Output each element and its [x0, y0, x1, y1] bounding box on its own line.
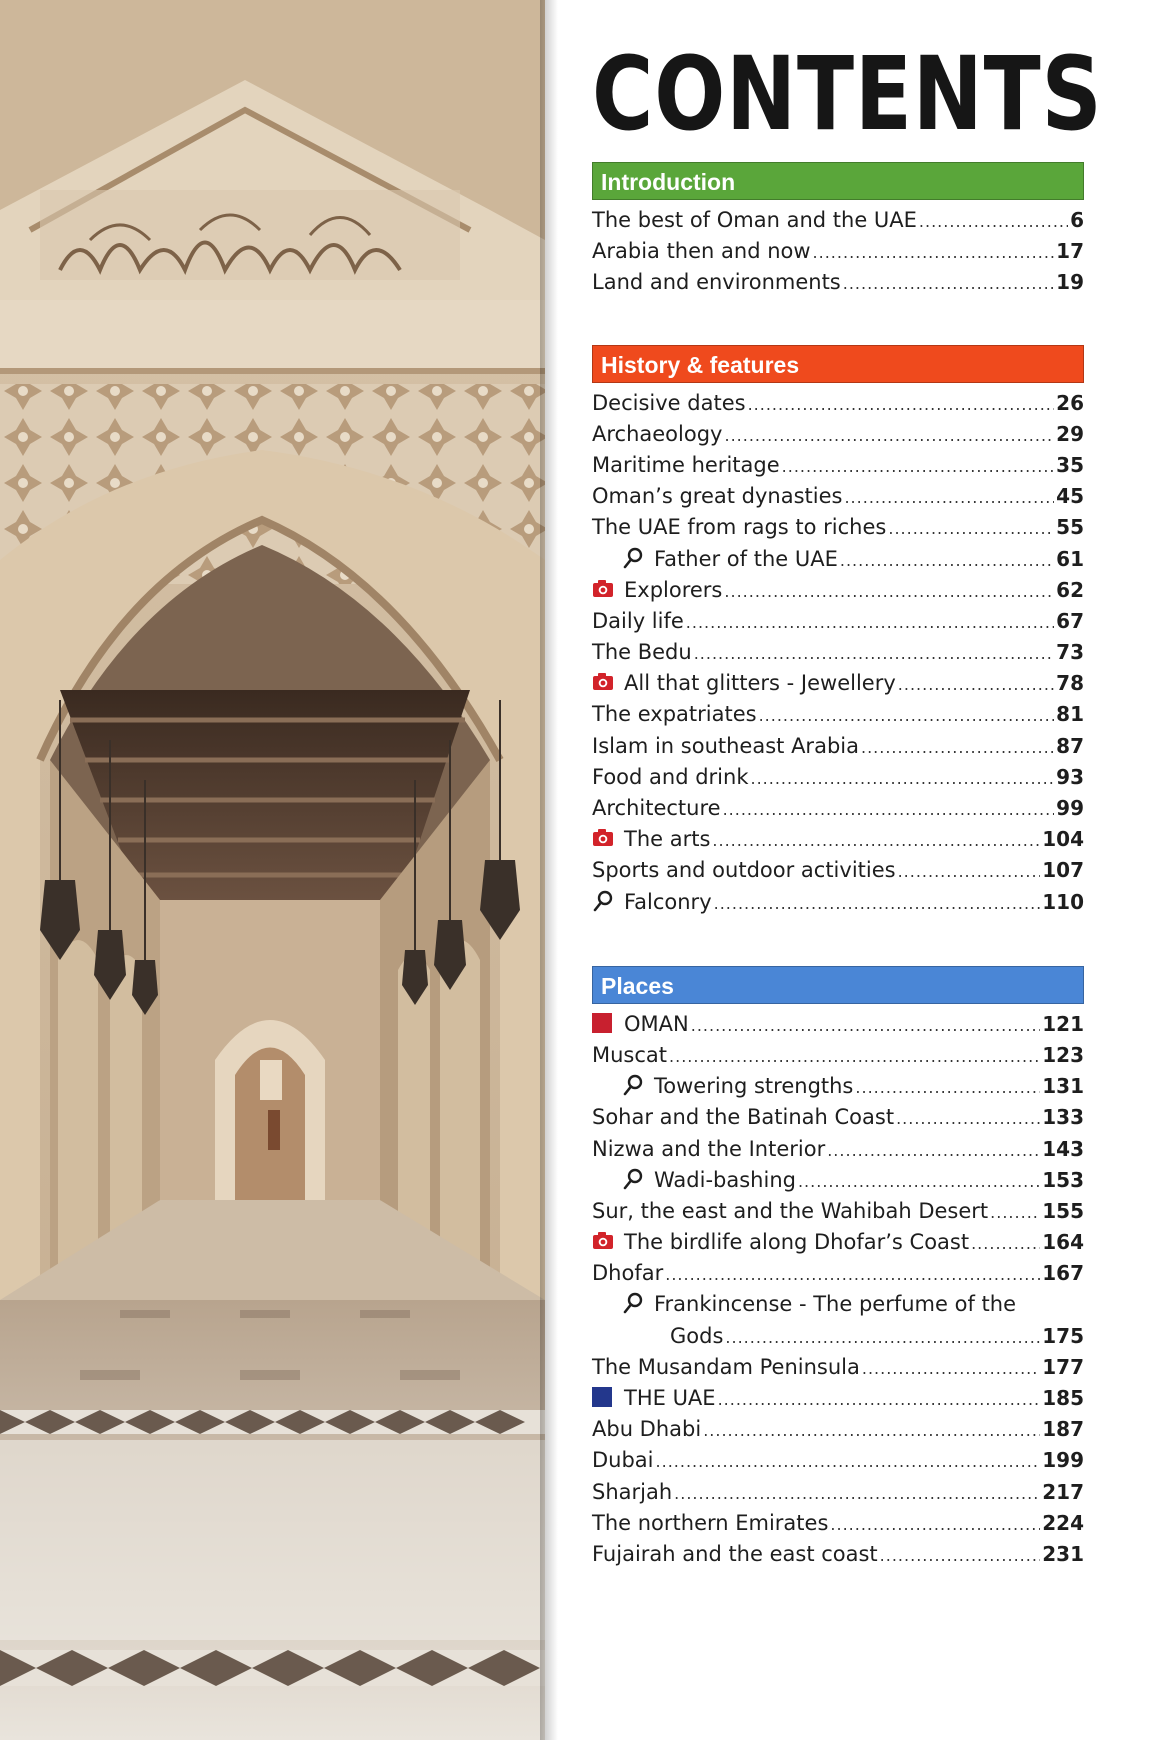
leader-dots [898, 856, 1041, 887]
toc-entry[interactable] [592, 419, 1084, 450]
toc-entry-label: Falconry [624, 889, 712, 914]
leader-dots [898, 669, 1054, 700]
toc-entry-page: 19 [1056, 270, 1084, 295]
toc-entry-page: 155 [1042, 1198, 1084, 1223]
leader-dots [674, 1478, 1040, 1509]
toc-entry-label: All that glitters - Jewellery [624, 671, 896, 696]
toc-entry[interactable] [592, 1071, 1084, 1102]
camera-icon [592, 1230, 614, 1252]
toc-entry-label: Wadi-bashing [654, 1167, 796, 1192]
toc-entry-page: 93 [1056, 764, 1084, 789]
toc-entry[interactable] [592, 855, 1084, 886]
toc-entry-page: 45 [1056, 484, 1084, 509]
leader-dots [798, 1166, 1040, 1197]
camera-icon [592, 578, 614, 600]
toc-entry-label: Oman’s great dynasties [592, 484, 843, 509]
toc-entry-page: 110 [1042, 889, 1084, 914]
leader-dots [880, 1540, 1041, 1571]
toc-entry-page: 29 [1056, 421, 1084, 446]
section-heading-introduction: Introduction [592, 162, 1084, 200]
toc-entry-label: The northern Emirates [592, 1510, 829, 1535]
toc-entry-page: 104 [1042, 827, 1084, 852]
toc-entry[interactable] [592, 1227, 1084, 1258]
toc-entry-label: Explorers [624, 577, 723, 602]
toc-entry[interactable] [592, 1102, 1084, 1133]
toc-entry[interactable] [592, 267, 1084, 298]
mosque-arcade-photo [0, 0, 545, 1740]
magnifier-icon [622, 547, 644, 569]
toc-entry[interactable] [592, 1383, 1084, 1414]
blue-square-icon [592, 1387, 612, 1407]
toc-entry[interactable] [592, 1539, 1084, 1570]
toc-entry-label: The UAE from rags to riches [592, 515, 887, 540]
toc-entry[interactable] [592, 824, 1084, 855]
toc-entry-label: Muscat [592, 1042, 668, 1067]
leader-dots [691, 1010, 1041, 1041]
leader-dots [840, 545, 1054, 576]
toc-entry-page: 123 [1042, 1042, 1084, 1067]
toc-entry[interactable] [592, 699, 1084, 730]
toc-entry-label-cont: Gods [670, 1323, 724, 1348]
leader-dots [724, 420, 1054, 451]
toc-entry-page: 87 [1056, 733, 1084, 758]
toc-entry-label: Abu Dhabi [592, 1417, 702, 1442]
toc-entry-label: Land and environments [592, 270, 841, 295]
toc-entry-page: 187 [1042, 1417, 1084, 1442]
toc-entry-page: 231 [1042, 1541, 1084, 1566]
leader-dots [723, 794, 1055, 825]
toc-entry[interactable] [592, 887, 1084, 918]
section-heading-places: Places [592, 966, 1084, 1004]
toc-entry-page: 55 [1056, 515, 1084, 540]
toc-entry-page: 153 [1042, 1167, 1084, 1192]
toc-entry-label: Food and drink [592, 764, 749, 789]
toc-entry-label: Islam in southeast Arabia [592, 733, 859, 758]
leader-dots [724, 576, 1054, 607]
toc-entry[interactable] [592, 762, 1084, 793]
toc-entry[interactable] [592, 1477, 1084, 1508]
toc-entry[interactable] [592, 1134, 1084, 1165]
toc-entry[interactable] [592, 1414, 1084, 1445]
section-introduction [592, 162, 1084, 299]
toc-entry-label: Sports and outdoor activities [592, 858, 896, 883]
leader-dots [718, 1384, 1041, 1415]
section-heading-history: History & features [592, 345, 1084, 383]
toc-entry-label: Frankincense - The perfume of the [654, 1292, 1016, 1317]
contents-column [592, 35, 1103, 1570]
section-places [592, 966, 1084, 1570]
toc-entry[interactable] [592, 668, 1084, 699]
leader-dots [830, 1509, 1040, 1540]
toc-entry-page: 107 [1042, 858, 1084, 883]
leader-dots [669, 1041, 1040, 1072]
toc-entry[interactable] [592, 1040, 1084, 1071]
toc-entry-label: Decisive dates [592, 390, 746, 415]
toc-entry-continuation[interactable] [592, 1321, 1084, 1352]
toc-entry-label: Father of the UAE [654, 546, 838, 571]
leader-dots [725, 1322, 1040, 1353]
leader-dots [862, 1353, 1040, 1384]
leader-dots [844, 482, 1054, 513]
magnifier-icon [622, 1074, 644, 1096]
leader-dots [751, 763, 1055, 794]
toc-entry[interactable] [592, 512, 1084, 543]
toc-entry[interactable] [592, 793, 1084, 824]
leader-dots [703, 1415, 1040, 1446]
leader-dots [990, 1197, 1040, 1228]
toc-entry-label: Arabia then and now [592, 239, 811, 264]
toc-entry-label: Archaeology [592, 421, 723, 446]
magnifier-icon [592, 890, 614, 912]
toc-entry[interactable] [592, 481, 1084, 512]
leader-dots [656, 1446, 1041, 1477]
toc-entry-label: Sohar and the Batinah Coast [592, 1105, 895, 1130]
leader-dots [855, 1072, 1040, 1103]
toc-entry-page: 164 [1042, 1230, 1084, 1255]
toc-entry-page: 61 [1056, 546, 1084, 571]
leader-dots [919, 206, 1068, 237]
toc-entry[interactable] [592, 388, 1084, 419]
toc-entry-label: The Musandam Peninsula [592, 1354, 860, 1379]
entries-places [592, 1009, 1084, 1570]
leader-dots [714, 888, 1041, 919]
toc-entry[interactable] [592, 1508, 1084, 1539]
toc-entry-label: Dubai [592, 1448, 654, 1473]
section-history [592, 345, 1084, 918]
toc-entry-page: 78 [1056, 671, 1084, 696]
toc-entry[interactable] [592, 1258, 1084, 1289]
camera-icon [592, 827, 614, 849]
magnifier-icon [622, 1292, 644, 1314]
toc-entry-page: 177 [1042, 1354, 1084, 1379]
toc-entry-page: 35 [1056, 452, 1084, 477]
leader-dots [686, 607, 1054, 638]
leader-dots [813, 237, 1055, 268]
toc-entry-label: OMAN [624, 1011, 689, 1036]
toc-entry-page: 6 [1070, 208, 1084, 232]
leader-dots [843, 268, 1054, 299]
toc-entry-label: Maritime heritage [592, 452, 780, 477]
toc-entry-label: The birdlife along Dhofar’s Coast [624, 1230, 970, 1255]
toc-entry-page: 167 [1042, 1261, 1084, 1286]
toc-entry[interactable] [592, 1009, 1084, 1040]
toc-entry-page: 199 [1042, 1448, 1084, 1473]
leader-dots [971, 1228, 1040, 1259]
entries-introduction [592, 205, 1084, 299]
toc-entry[interactable] [592, 1196, 1084, 1227]
toc-entry[interactable] [592, 1352, 1084, 1383]
toc-entry-page: 121 [1042, 1011, 1084, 1036]
toc-entry-page: 73 [1056, 640, 1084, 665]
leader-dots [712, 825, 1040, 856]
leader-dots [888, 513, 1054, 544]
toc-entry-page: 81 [1056, 702, 1084, 727]
toc-entry[interactable] [592, 637, 1084, 668]
leader-dots [827, 1135, 1040, 1166]
toc-entry-page: 67 [1056, 608, 1084, 633]
toc-entry[interactable] [592, 1445, 1084, 1476]
toc-entry-page: 99 [1056, 796, 1084, 820]
leader-dots [759, 700, 1055, 731]
toc-entry[interactable] [592, 606, 1084, 637]
toc-entry-label: The arts [624, 827, 711, 852]
toc-entry[interactable] [592, 575, 1084, 606]
magnifier-icon [622, 1168, 644, 1190]
red-square-icon [592, 1013, 612, 1033]
toc-entry-label: The Bedu [592, 640, 692, 665]
toc-entry-label: Towering strengths [654, 1074, 854, 1099]
leader-dots [694, 638, 1054, 669]
toc-entry-page: 224 [1042, 1510, 1084, 1535]
page-title: CONTENTS [592, 35, 1103, 154]
toc-entry-page: 131 [1042, 1074, 1084, 1099]
toc-entry[interactable] [592, 731, 1084, 762]
toc-entry-label: Sharjah [592, 1479, 673, 1504]
toc-entry-page: 17 [1056, 239, 1084, 264]
toc-entry[interactable] [592, 1289, 1084, 1320]
toc-entry-page: 143 [1042, 1136, 1084, 1161]
leader-dots [748, 389, 1055, 420]
leader-dots [896, 1103, 1040, 1134]
arcade-illustration [0, 0, 545, 1740]
toc-entry-label: Daily life [592, 608, 684, 633]
toc-entry-page: 26 [1056, 390, 1084, 415]
toc-entry-label: Nizwa and the Interior [592, 1136, 826, 1161]
toc-entry-page: 217 [1042, 1479, 1084, 1504]
toc-entry-page: 185 [1042, 1386, 1084, 1410]
toc-entry[interactable] [592, 236, 1084, 267]
toc-entry-label: Architecture [592, 796, 721, 820]
toc-entry-label: The best of Oman and the UAE [592, 208, 917, 232]
leader-dots [782, 451, 1055, 482]
toc-entry-label: THE UAE [624, 1386, 716, 1410]
toc-entry[interactable] [592, 205, 1084, 236]
camera-icon [592, 671, 614, 693]
toc-entry[interactable] [592, 544, 1084, 575]
entries-history [592, 388, 1084, 918]
toc-entry-page: 133 [1042, 1105, 1084, 1130]
toc-entry[interactable] [592, 450, 1084, 481]
toc-entry[interactable] [592, 1165, 1084, 1196]
spine-shadow [540, 0, 558, 1740]
toc-entry-label: Fujairah and the east coast [592, 1541, 878, 1566]
toc-entry-label: Sur, the east and the Wahibah Desert [592, 1198, 989, 1223]
toc-entry-label: The expatriates [592, 702, 757, 727]
toc-entry-page: 62 [1056, 577, 1084, 602]
leader-dots [665, 1259, 1040, 1290]
toc-entry-page: 175 [1042, 1323, 1084, 1348]
leader-dots [861, 732, 1054, 763]
toc-entry-label: Dhofar [592, 1261, 664, 1286]
